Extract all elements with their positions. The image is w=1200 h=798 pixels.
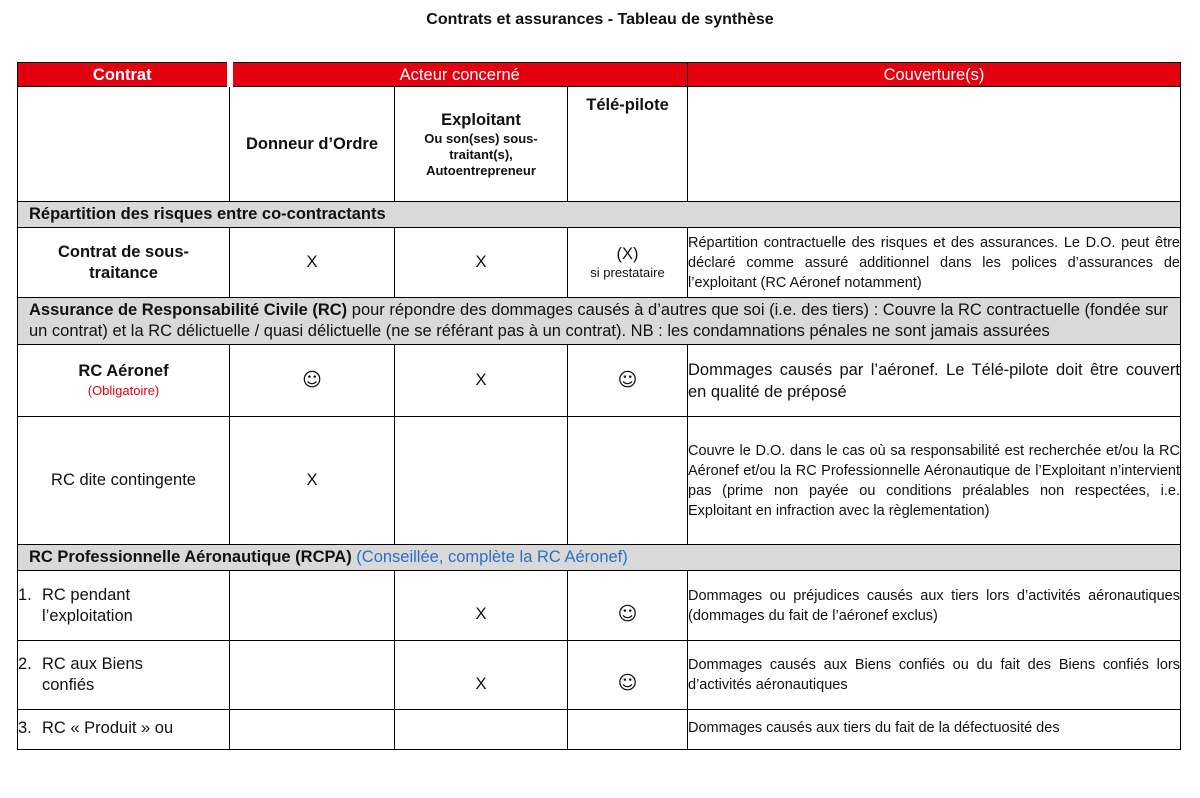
section-repartition [18, 202, 1181, 228]
subheader-exploitant-detail: Ou son(ses) sous-traitant(s), Autoentrepreneur [424, 130, 538, 178]
cell-donneur [230, 571, 395, 641]
table-row [18, 710, 1181, 750]
row-name-rc-produit [18, 710, 230, 750]
cell-telepilote-note: si prestataire [590, 265, 665, 280]
row-name-label: RC Aéronef [78, 362, 169, 380]
row-name-label: RC « Produit » ou [42, 719, 174, 737]
header-acteur: Acteur concerné [230, 63, 688, 87]
cell-telepilote [568, 571, 688, 641]
row-name-sous-traitance [18, 228, 230, 298]
cell-donneur [230, 345, 395, 417]
row-number: 2. [18, 655, 32, 673]
subheader-exploitant-label: Exploitant [441, 110, 521, 129]
document-title: Contrats et assurances - Tableau de synthèse [426, 11, 774, 28]
cell-donneur [230, 710, 395, 750]
section-rcpa-title [18, 545, 1181, 571]
section-rc-title [18, 298, 1181, 345]
cell-telepilote [568, 641, 688, 710]
cell-telepilote [568, 228, 688, 298]
cell-exploitant [395, 417, 568, 545]
section-rc-text: pour répondre des dommages causés à d’autres que soi (i.e. des tiers) : Couvre la RC contractuelle (fondée sur un contrat) et la RC délictuelle / quasi délictuelle (ne se référant pas à un contrat). NB : les condamnations pénales ne sont jamais assurées [29, 301, 1169, 340]
cell-donneur: X [230, 417, 395, 545]
subheader-empty [18, 87, 230, 202]
smiley-icon: ☺ [617, 368, 638, 391]
row-name-rc-biens [18, 641, 230, 710]
cell-exploitant: X [395, 641, 568, 710]
cell-telepilote-mark: (X) [616, 245, 639, 263]
smiley-icon: ☺ [302, 368, 322, 391]
cell-exploitant: X [395, 345, 568, 417]
cell-description: Dommages ou préjudices causés aux tiers lors d’activités aéronautiques (dommages du fait de l’aéronef exclus) [688, 571, 1181, 641]
cell-donneur [230, 641, 395, 710]
row-name-label: Contrat de sous-traitance [57, 242, 190, 282]
table-row [18, 641, 1181, 710]
cell-description: Dommages causés par l’aéronef. Le Télé-pilote doit être couvert en qualité de préposé [688, 345, 1181, 417]
cell-donneur: X [230, 228, 395, 298]
cell-telepilote [568, 345, 688, 417]
section-rcpa [18, 545, 1181, 571]
section-rcpa-bold: RC Professionnelle Aéronautique (RCPA) [29, 548, 352, 566]
section-rc [18, 298, 1181, 345]
row-name-rc-aeronef [18, 345, 230, 417]
table-row [18, 417, 1181, 545]
table-row [18, 571, 1181, 641]
row-name-label: RC pendant l’exploitation [42, 585, 133, 625]
section-repartition-title: Répartition des risques entre co-contractants [18, 202, 1181, 228]
table-subheader-row [18, 87, 1181, 202]
row-number: 3. [18, 719, 32, 737]
cell-exploitant: X [395, 228, 568, 298]
smiley-icon: ☺ [617, 672, 638, 694]
cell-description: Dommages causés aux tiers du fait de la défectuosité des [688, 710, 1181, 750]
cell-description: Dommages causés aux Biens confiés ou du fait des Biens confiés lors d’activités aéronautiques [688, 641, 1181, 710]
cell-telepilote [568, 417, 688, 545]
row-number: 1. [18, 585, 32, 604]
subheader-donneur [230, 87, 395, 202]
section-rc-bold: Assurance de Responsabilité Civile (RC) [29, 301, 348, 319]
row-name-label: RC aux Biens confiés [42, 655, 143, 694]
subheader-couverture-empty [688, 87, 1181, 202]
section-rcpa-note: (Conseillée, complète la RC Aéronef) [351, 548, 628, 566]
cell-description: Couvre le D.O. dans le cas où sa responsabilité est recherchée et/ou la RC Aéronef et/ou la RC Professionnelle Aéronautique de l’Exploitant n’intervient pas (prime non payée ou conditions préalables non respectées, i.e. Exploitant en infraction avec la règlementation) [688, 417, 1181, 545]
cell-exploitant [395, 710, 568, 750]
synthesis-table [17, 62, 1181, 750]
table-row [18, 228, 1181, 298]
subheader-donneur-label: Donneur d’Ordre [245, 134, 378, 153]
subheader-telepilote [568, 87, 688, 202]
cell-description: Répartition contractuelle des risques et des assurances. Le D.O. peut être déclaré comme assuré additionnel dans les polices d’assurances de l’exploitant (RC Aéronef notamment) [688, 228, 1181, 298]
header-couverture: Couverture(s) [688, 63, 1181, 87]
subheader-telepilote-label: Télé-pilote [586, 96, 669, 114]
smiley-icon: ☺ [617, 602, 638, 625]
obligatoire-note: (Obligatoire) [87, 383, 160, 398]
header-contrat: Contrat [18, 63, 230, 87]
cell-exploitant: X [395, 571, 568, 641]
cell-telepilote [568, 710, 688, 750]
table-header-row [18, 63, 1181, 87]
table-row [18, 345, 1181, 417]
subheader-exploitant [395, 87, 568, 202]
row-name-rc-contingente: RC dite contingente [18, 417, 230, 545]
row-name-rc-exploitation [18, 571, 230, 641]
